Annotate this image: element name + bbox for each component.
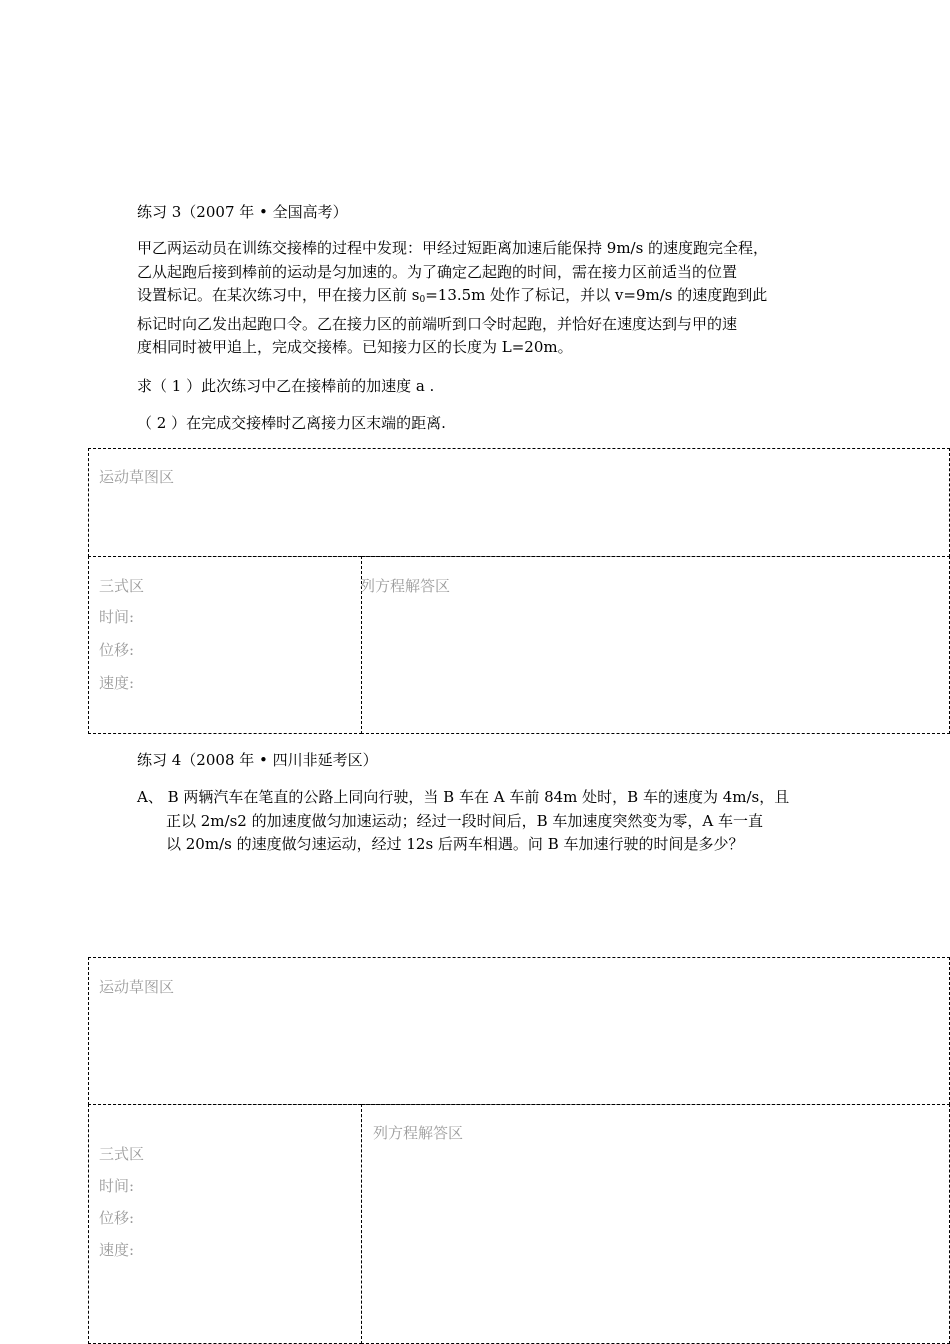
s-zero-subscript: 0 [419,295,426,305]
exercise-3-line-5: 度相同时被甲追上，完成交接棒。已知接力区的长度为 L=20m。 [137,338,573,356]
exercise-3-body [137,237,768,360]
exercise-4-line-2: 正以 2m/s2 的加速度做匀加速运动；经过一段时间后，B 车加速度突然变为零，A 车一直 [166,811,763,830]
exercise-3-title: 练习 3（2007 年 • 全国高考） [137,203,348,221]
exercise-4-sketch-area[interactable] [88,957,950,1105]
exercise-4-displacement-label: 位移: [99,1209,135,1227]
exercise-4-solve-label: 列方程解答区 [373,1124,464,1142]
exercise-4-body [137,786,789,857]
exercise-4-line-1: A、 B 两辆汽车在笔直的公路上同向行驶，当 B 车在 A 车前 84m 处时，B 车的速度为 4m/s，且 [137,788,790,806]
exercise-4-line-3: 以 20m/s 的速度做匀速运动，经过 12s 后两车相遇。问 B 车加速行驶的时间是多少？ [166,835,744,853]
exercise-3-line-3-part-a: 设置标记。在某次练习中，甲在接力区前 s [137,286,420,304]
exercise-4-velocity-label: 速度: [99,1241,135,1259]
exercise-3-line-2: 乙从起跑后接到棒前的运动是匀加速的。为了确定乙起跑的时间，需在接力区前适当的位置 [137,262,738,281]
exercise-3-line-3 [137,284,768,313]
exercise-4-title: 练习 4（2008 年 • 四川非延考区） [137,751,378,769]
exercise-3-sketch-label: 运动草图区 [99,468,175,486]
exercise-3-question-2: （ 2 ）在完成交接棒时乙离接力区末端的距离. [137,414,446,432]
exercise-3-sketch-area[interactable] [88,448,950,557]
exercise-3-velocity-label: 速度: [99,674,135,692]
exercise-4-three-label: 三式区 [99,1145,145,1163]
exercise-3-line-1: 甲乙两运动员在训练交接棒的过程中发现：甲经过短距离加速后能保持 9m/s 的速度跑完全程， [137,239,769,257]
exercise-3-solve-label: 列方程解答区 [360,577,451,595]
exercise-3-question-1: 求（ 1 ）此次练习中乙在接棒前的加速度 a . [137,377,435,395]
exercise-3-time-label: 时间: [99,608,135,626]
exercise-3-line-4: 标记时向乙发出起跑口令。乙在接力区的前端听到口令时起跑，并恰好在速度达到与甲的速 [137,314,738,333]
exercise-4-sketch-label: 运动草图区 [99,978,175,996]
exercise-4-time-label: 时间: [99,1177,135,1195]
exercise-3-three-label: 三式区 [99,577,145,595]
exercise-3-line-3-part-b: =13.5m 处作了标记，并以 v=9m/s 的速度跑到此 [425,286,768,304]
exercise-3-displacement-label: 位移: [99,641,135,659]
